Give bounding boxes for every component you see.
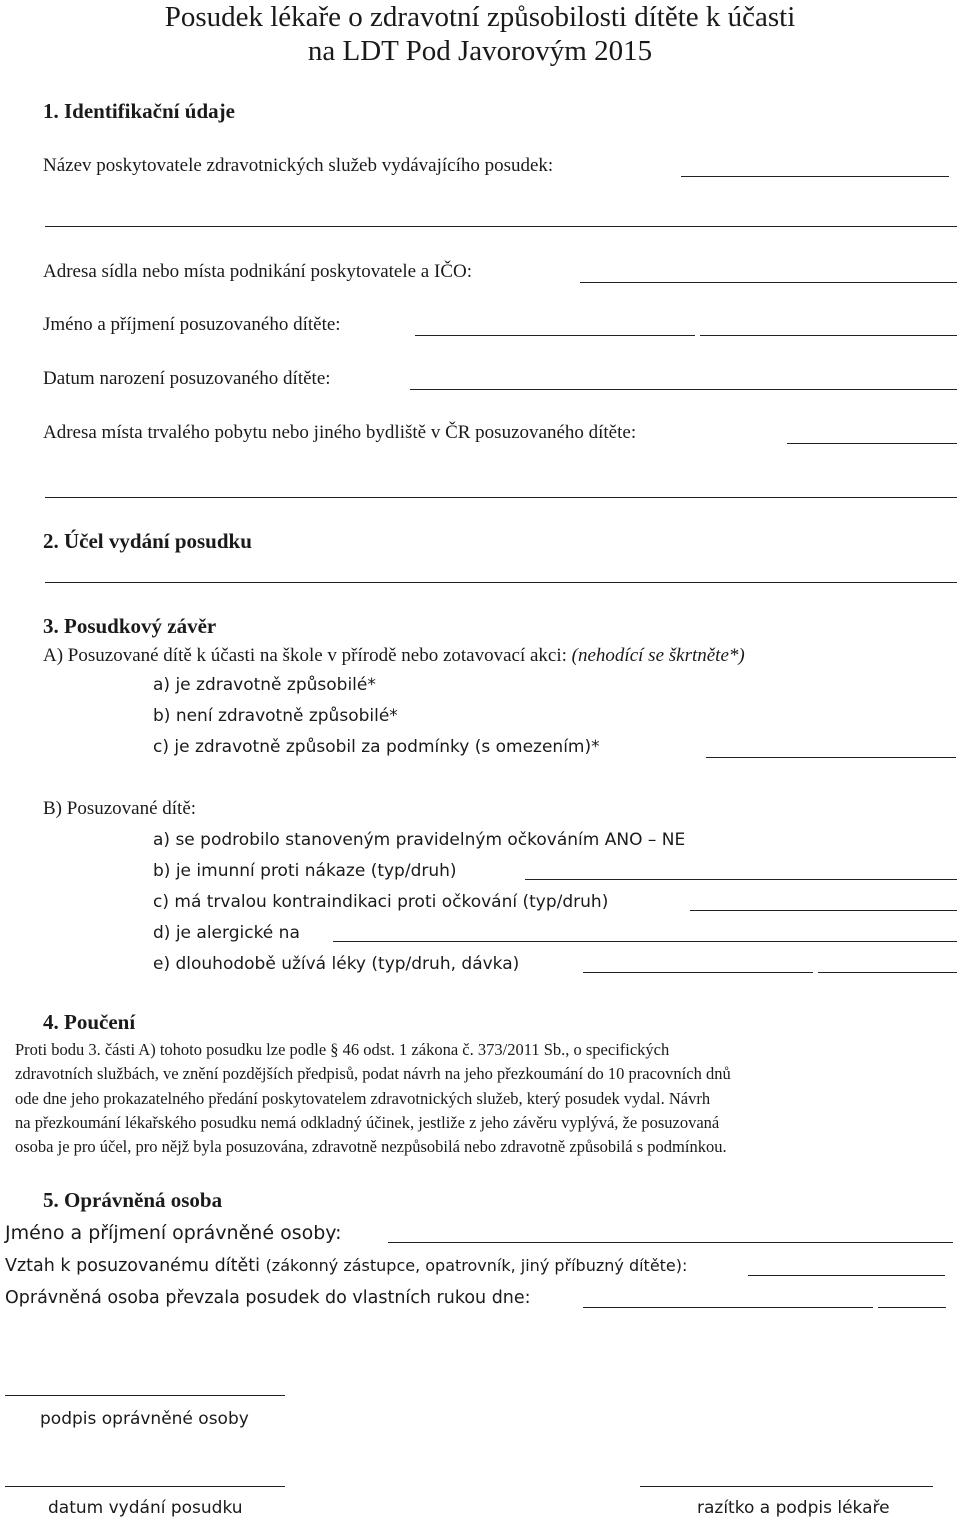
child-address-field-continued[interactable] <box>45 497 957 498</box>
provider-name-label: Název poskytovatele zdravotnických služeb vydávajícího posudek: <box>43 155 554 176</box>
instruction-line: Proti bodu 3. části A) tohoto posudku lze podle § 46 odst. 1 zákona č. 373/2011 Sb., o specifických <box>15 1040 670 1059</box>
part-a-item-b[interactable]: b) není zdravotně způsobilé* <box>153 706 398 726</box>
part-b-item-e: e) dlouhodobě užívá léky (typ/druh, dávka) <box>153 954 520 974</box>
instruction-line: zdravotních službách, ve znění pozdějších předpisů, podat návrh na jeho přezkoumání do 10 pracovních dnů <box>15 1064 731 1084</box>
instruction-paragraph <box>15 1038 957 1159</box>
child-address-field[interactable] <box>787 443 957 444</box>
child-name-label: Jméno a příjmení posuzovaného dítěte: <box>43 314 341 335</box>
instruction-line: na přezkoumání lékařského posudku nemá odkladný účinek, jestliže z jeho závěru vyplývá, že posuzovaná <box>15 1112 720 1132</box>
purpose-field[interactable] <box>45 582 957 583</box>
medication-field[interactable] <box>583 972 813 973</box>
allergy-field[interactable] <box>333 941 957 942</box>
authorized-name-label: Jméno a příjmení oprávněné osoby: <box>5 1222 342 1244</box>
part-a-label <box>43 644 745 668</box>
provider-address-field[interactable] <box>580 282 957 283</box>
part-a-item-a[interactable]: a) je zdravotně způsobilé* <box>153 675 376 695</box>
child-birthdate-field[interactable] <box>410 389 957 390</box>
doctor-stamp-line[interactable] <box>640 1486 933 1487</box>
authorized-signature-line[interactable] <box>5 1395 285 1396</box>
received-label: Oprávněná osoba převzala posudek do vlastních rukou dne: <box>5 1288 531 1308</box>
part-b-label: B) Posuzované dítě: <box>43 798 197 819</box>
authorized-name-field[interactable] <box>388 1242 953 1243</box>
part-a-note: (nehodící se škrtněte*) <box>571 645 745 666</box>
issue-date-caption: datum vydání posudku <box>48 1498 243 1518</box>
doctor-stamp-caption: razítko a podpis lékaře <box>697 1498 890 1518</box>
immunity-field[interactable] <box>525 879 957 880</box>
section4-heading: 4. Poučení <box>43 1010 136 1034</box>
section3-heading: 3. Posudkový závěr <box>43 614 217 638</box>
child-address-label: Adresa místa trvalého pobytu nebo jiného bydliště v ČR posuzovaného dítěte: <box>43 422 637 443</box>
form-title-line2: na LDT Pod Javorovým 2015 <box>307 35 653 67</box>
provider-name-field-continued[interactable] <box>45 226 957 227</box>
issue-date-line[interactable] <box>5 1486 285 1487</box>
instruction-line: osoba je pro účel, pro nějž byla posuzována, zdravotně nezpůsobilá nebo zdravotně způsobilá s podmínkou. <box>15 1137 727 1157</box>
contraindication-field[interactable] <box>690 910 957 911</box>
child-birthdate-label: Datum narození posuzovaného dítěte: <box>43 368 331 389</box>
part-a-text: A) Posuzované dítě k účasti na škole v přírodě nebo zotavovací akci: <box>43 645 567 666</box>
instruction-line: ode dne jeho prokazatelného předání poskytovatelem zdravotnických služeb, který posudek vydal. Návrh <box>15 1088 711 1108</box>
received-date-field-part2[interactable] <box>878 1307 946 1308</box>
child-name-field-part2[interactable] <box>700 335 957 336</box>
section1-heading: 1. Identifikační údaje <box>43 99 235 123</box>
relation-field[interactable] <box>748 1275 945 1276</box>
part-b-item-a[interactable]: a) se podrobilo stanoveným pravidelným očkováním ANO – NE <box>153 830 686 850</box>
received-date-field[interactable] <box>583 1307 873 1308</box>
medication-field-part2[interactable] <box>818 972 957 973</box>
authorized-signature-caption: podpis oprávněné osoby <box>40 1409 249 1429</box>
child-name-field[interactable] <box>415 335 695 336</box>
part-a-condition-field[interactable] <box>706 757 956 758</box>
part-a-item-c[interactable]: c) je zdravotně způsobil za podmínky (s omezením)* <box>153 737 600 757</box>
provider-name-field[interactable] <box>681 176 949 177</box>
relation-text: Vztah k posuzovanému dítěti <box>5 1256 260 1276</box>
part-b-item-b: b) je imunní proti nákaze (typ/druh) <box>153 861 457 881</box>
relation-label <box>5 1253 687 1279</box>
section5-heading: 5. Oprávněná osoba <box>43 1188 223 1212</box>
part-b-item-d: d) je alergické na <box>153 923 300 943</box>
relation-note: (zákonný zástupce, opatrovník, jiný příbuzný dítěte): <box>265 1256 688 1275</box>
provider-address-label: Adresa sídla nebo místa podnikání poskytovatele a IČO: <box>43 261 472 282</box>
section2-heading: 2. Účel vydání posudku <box>43 529 252 553</box>
form-title-line1: Posudek lékaře o zdravotní způsobilosti dítěte k účasti <box>164 1 796 33</box>
part-b-item-c: c) má trvalou kontraindikaci proti očkování (typ/druh) <box>153 892 609 912</box>
